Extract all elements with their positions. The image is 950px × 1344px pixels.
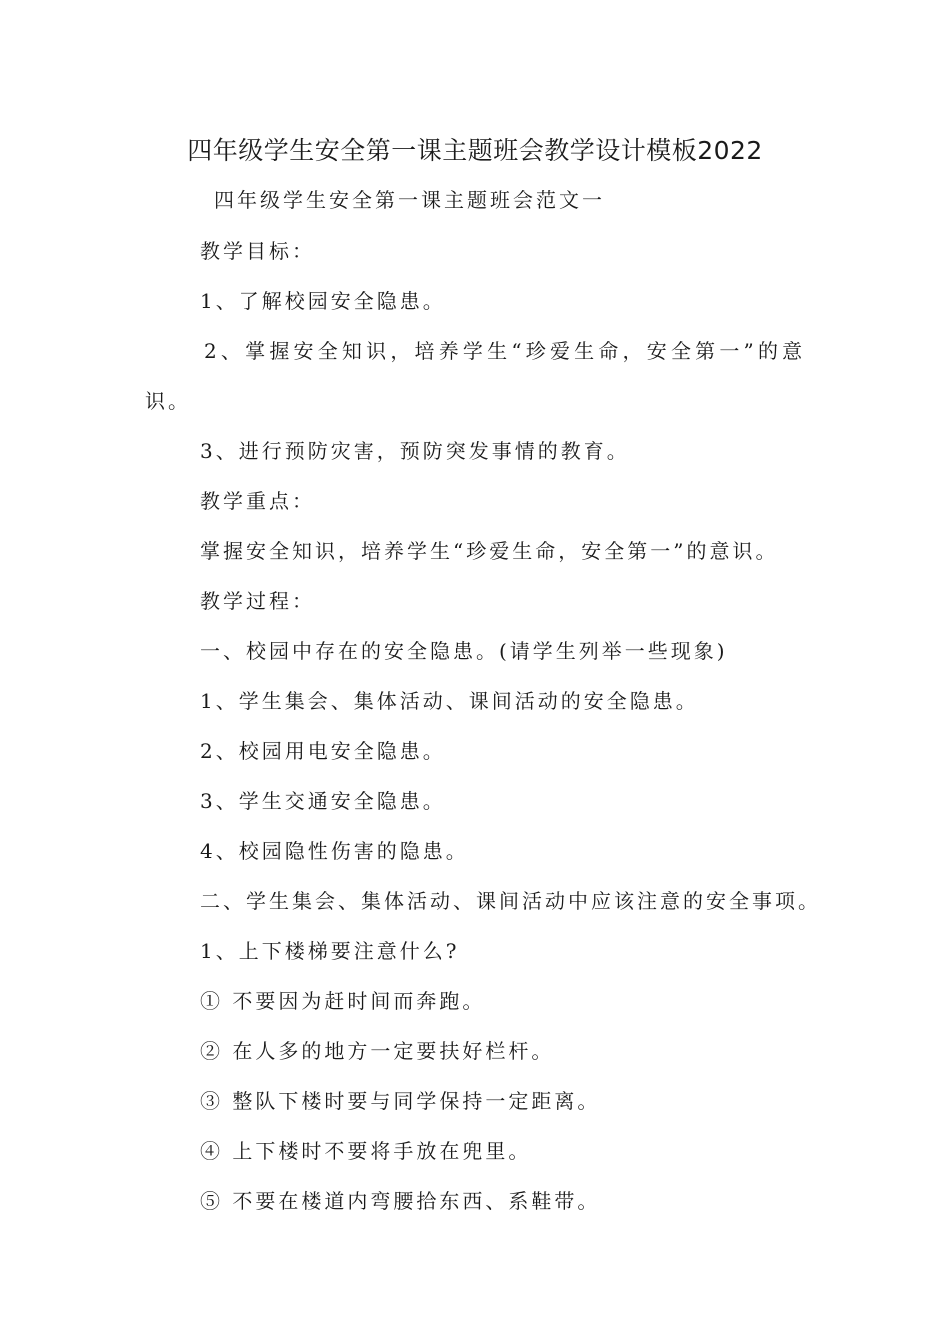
- paragraph-line: 1、了解校园安全隐患。: [200, 289, 446, 313]
- heading-teaching-process: 教学过程：: [200, 589, 315, 613]
- document-title: 四年级学生安全第一课主题班会教学设计模板2022: [187, 136, 763, 165]
- section-heading: 二、学生集会、集体活动、课间活动中应该注意的安全事项。: [200, 889, 821, 913]
- paragraph-line: 1、学生集会、集体活动、课间活动的安全隐患。: [200, 689, 699, 713]
- heading-teaching-goals: 教学目标：: [200, 239, 315, 263]
- list-item: ④ 上下楼时不要将手放在兜里。: [200, 1139, 532, 1163]
- list-item: ⑤ 不要在楼道内弯腰拾东西、系鞋带。: [200, 1189, 601, 1213]
- document-subtitle: 四年级学生安全第一课主题班会范文一: [214, 188, 605, 212]
- heading-teaching-focus: 教学重点：: [200, 489, 315, 513]
- paragraph-line: 1、上下楼梯要注意什么?: [200, 939, 460, 963]
- list-item: ③ 整队下楼时要与同学保持一定距离。: [200, 1089, 601, 1113]
- paragraph-line: 2、掌握安全知识，培养学生“珍爱生命，安全第一”的意: [204, 339, 807, 363]
- list-item: ② 在人多的地方一定要扶好栏杆。: [200, 1039, 555, 1063]
- paragraph-line: 4、校园隐性伤害的隐患。: [200, 839, 469, 863]
- paragraph-line: 3、进行预防灾害，预防突发事情的教育。: [200, 439, 630, 463]
- section-heading: 一、校园中存在的安全隐患。(请学生列举一些现象): [200, 639, 728, 663]
- paragraph-line: 3、学生交通安全隐患。: [200, 789, 446, 813]
- paragraph-line: 识。: [145, 389, 191, 413]
- paragraph-line: 2、校园用电安全隐患。: [200, 739, 446, 763]
- paragraph-line: 掌握安全知识，培养学生“珍爱生命，安全第一”的意识。: [200, 539, 779, 563]
- list-item: ① 不要因为赶时间而奔跑。: [200, 989, 486, 1013]
